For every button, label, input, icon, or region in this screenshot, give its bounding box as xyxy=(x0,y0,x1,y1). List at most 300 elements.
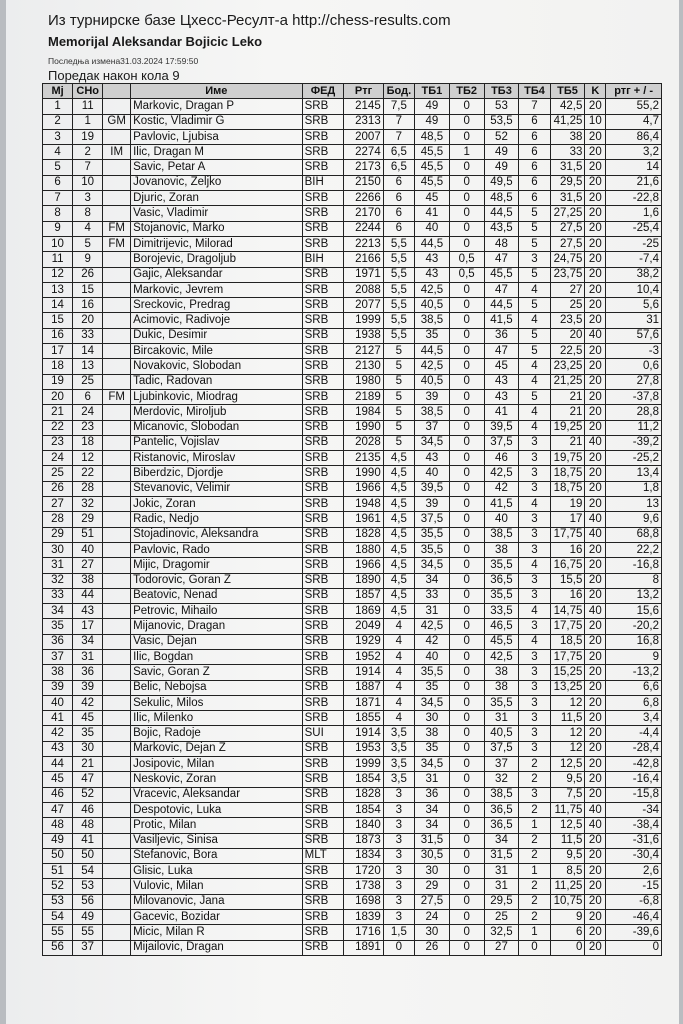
cell-rating: 1966 xyxy=(344,558,383,573)
cell-tb3: 36 xyxy=(484,328,519,343)
cell-tb5: 27,5 xyxy=(550,236,585,251)
cell-title xyxy=(103,497,131,512)
cell-tb2: 0 xyxy=(449,298,484,313)
cell-tb5: 11,25 xyxy=(550,879,585,894)
cell-tb3: 42,5 xyxy=(484,649,519,664)
cell-rating: 1854 xyxy=(344,802,383,817)
cell-rank: 11 xyxy=(43,252,73,267)
cell-tb5: 23,75 xyxy=(550,267,585,282)
cell-points: 5 xyxy=(383,344,414,359)
table-row xyxy=(43,129,662,144)
cell-k-factor: 20 xyxy=(585,757,606,772)
cell-tb5: 13,25 xyxy=(550,680,585,695)
cell-k-factor: 20 xyxy=(585,466,606,481)
cell-k-factor: 20 xyxy=(585,894,606,909)
cell-points: 3 xyxy=(383,787,414,802)
cell-tb1: 35,5 xyxy=(415,542,450,557)
cell-tb4: 4 xyxy=(519,420,550,435)
cell-rating: 1828 xyxy=(344,527,383,542)
cell-rating: 1738 xyxy=(344,879,383,894)
cell-title xyxy=(103,879,131,894)
cell-rating: 1854 xyxy=(344,772,383,787)
cell-federation: SRB xyxy=(302,359,344,374)
table-row xyxy=(43,313,662,328)
cell-k-factor: 40 xyxy=(585,802,606,817)
cell-tb1: 42,5 xyxy=(415,359,450,374)
cell-tb2: 0 xyxy=(449,466,484,481)
cell-tb1: 34 xyxy=(415,802,450,817)
cell-tb3: 45 xyxy=(484,359,519,374)
cell-federation: SRB xyxy=(302,512,344,527)
table-row xyxy=(43,634,662,649)
cell-tb2: 0 xyxy=(449,129,484,144)
cell-name: Vasiljevic, Sinisa xyxy=(131,833,303,848)
cell-points: 6,5 xyxy=(383,145,414,160)
cell-tb1: 33 xyxy=(415,588,450,603)
cell-start-no: 13 xyxy=(73,359,103,374)
cell-name: Jokic, Zoran xyxy=(131,497,303,512)
cell-rating: 1871 xyxy=(344,695,383,710)
cell-title xyxy=(103,206,131,221)
cell-tb2: 0 xyxy=(449,802,484,817)
cell-start-no: 43 xyxy=(73,604,103,619)
cell-tb2: 0 xyxy=(449,619,484,634)
cell-tb1: 48,5 xyxy=(415,129,450,144)
cell-start-no: 54 xyxy=(73,864,103,879)
cell-start-no: 36 xyxy=(73,665,103,680)
cell-tb4: 4 xyxy=(519,282,550,297)
cell-points: 5 xyxy=(383,359,414,374)
cell-rating-change: 38,2 xyxy=(606,267,662,282)
cell-points: 7,5 xyxy=(383,99,414,114)
cell-title xyxy=(103,359,131,374)
cell-title xyxy=(103,420,131,435)
cell-start-no: 37 xyxy=(73,940,103,955)
cell-rank: 33 xyxy=(43,588,73,603)
cell-tb5: 21 xyxy=(550,435,585,450)
cell-rating: 1840 xyxy=(344,818,383,833)
cell-rating-change: -13,2 xyxy=(606,665,662,680)
cell-title xyxy=(103,466,131,481)
cell-rating: 1720 xyxy=(344,864,383,879)
cell-points: 3 xyxy=(383,802,414,817)
cell-start-no: 22 xyxy=(73,466,103,481)
cell-tb2: 0 xyxy=(449,99,484,114)
table-row xyxy=(43,940,662,955)
cell-name: Protic, Milan xyxy=(131,818,303,833)
cell-tb3: 31,5 xyxy=(484,848,519,863)
cell-k-factor: 20 xyxy=(585,910,606,925)
cell-tb3: 40,5 xyxy=(484,726,519,741)
cell-title xyxy=(103,695,131,710)
cell-tb5: 12 xyxy=(550,695,585,710)
cell-tb2: 0 xyxy=(449,313,484,328)
cell-tb1: 24 xyxy=(415,910,450,925)
cell-rank: 29 xyxy=(43,527,73,542)
cell-tb3: 35,5 xyxy=(484,588,519,603)
table-row xyxy=(43,99,662,114)
cell-tb3: 38,5 xyxy=(484,787,519,802)
cell-name: Radic, Nedjo xyxy=(131,512,303,527)
cell-tb3: 49,5 xyxy=(484,175,519,190)
cell-name: Pantelic, Vojislav xyxy=(131,435,303,450)
cell-name: Pavlovic, Rado xyxy=(131,542,303,557)
cell-points: 4,5 xyxy=(383,451,414,466)
cell-name: Ristanovic, Miroslav xyxy=(131,451,303,466)
cell-rating: 2266 xyxy=(344,191,383,206)
cell-rank: 48 xyxy=(43,818,73,833)
table-row xyxy=(43,175,662,190)
cell-tb1: 40 xyxy=(415,221,450,236)
cell-rank: 1 xyxy=(43,99,73,114)
cell-rating: 1999 xyxy=(344,313,383,328)
cell-points: 4,5 xyxy=(383,558,414,573)
cell-tb4: 2 xyxy=(519,879,550,894)
cell-tb2: 0 xyxy=(449,925,484,940)
cell-tb1: 40 xyxy=(415,466,450,481)
cell-rating-change: -3 xyxy=(606,344,662,359)
cell-tb4: 2 xyxy=(519,833,550,848)
cell-tb2: 0 xyxy=(449,542,484,557)
cell-rating: 2135 xyxy=(344,451,383,466)
cell-federation: SRB xyxy=(302,925,344,940)
cell-name: Josipovic, Milan xyxy=(131,757,303,772)
cell-points: 4,5 xyxy=(383,512,414,527)
cell-start-no: 53 xyxy=(73,879,103,894)
cell-name: Markovic, Jevrem xyxy=(131,282,303,297)
cell-title xyxy=(103,848,131,863)
cell-rank: 5 xyxy=(43,160,73,175)
cell-tb1: 31,5 xyxy=(415,833,450,848)
table-row xyxy=(43,894,662,909)
cell-k-factor: 20 xyxy=(585,298,606,313)
cell-tb4: 3 xyxy=(519,435,550,450)
cell-rating: 2274 xyxy=(344,145,383,160)
cell-tb3: 31 xyxy=(484,864,519,879)
cell-rating: 2173 xyxy=(344,160,383,175)
cell-start-no: 42 xyxy=(73,695,103,710)
cell-title xyxy=(103,787,131,802)
cell-tb1: 43 xyxy=(415,267,450,282)
cell-points: 5 xyxy=(383,405,414,420)
cell-tb2: 0 xyxy=(449,604,484,619)
cell-tb4: 1 xyxy=(519,925,550,940)
cell-points: 5,5 xyxy=(383,236,414,251)
cell-rating-change: -39,6 xyxy=(606,925,662,940)
cell-tb1: 42 xyxy=(415,634,450,649)
cell-tb2: 0 xyxy=(449,435,484,450)
cell-title xyxy=(103,282,131,297)
cell-tb5: 9,5 xyxy=(550,848,585,863)
cell-tb4: 6 xyxy=(519,145,550,160)
cell-tb4: 6 xyxy=(519,114,550,129)
cell-rating-change: 6,6 xyxy=(606,680,662,695)
cell-rating: 2130 xyxy=(344,359,383,374)
cell-rank: 7 xyxy=(43,191,73,206)
cell-tb2: 0 xyxy=(449,940,484,955)
cell-tb1: 40,5 xyxy=(415,374,450,389)
cell-rank: 20 xyxy=(43,389,73,404)
cell-tb5: 12,5 xyxy=(550,818,585,833)
cell-rating-change: -16,8 xyxy=(606,558,662,573)
cell-tb5: 31,5 xyxy=(550,160,585,175)
cell-name: Kostic, Vladimir G xyxy=(131,114,303,129)
cell-tb1: 35 xyxy=(415,328,450,343)
cell-rating: 1952 xyxy=(344,649,383,664)
cell-start-no: 11 xyxy=(73,99,103,114)
cell-k-factor: 20 xyxy=(585,665,606,680)
cell-name: Mijic, Dragomir xyxy=(131,558,303,573)
table-row xyxy=(43,435,662,450)
cell-tb2: 0 xyxy=(449,879,484,894)
cell-start-no: 44 xyxy=(73,588,103,603)
cell-rank: 6 xyxy=(43,175,73,190)
cell-rating-change: 6,8 xyxy=(606,695,662,710)
cell-tb4: 4 xyxy=(519,558,550,573)
cell-points: 3 xyxy=(383,910,414,925)
cell-tb2: 0 xyxy=(449,787,484,802)
cell-rating-change: -30,4 xyxy=(606,848,662,863)
cell-k-factor: 20 xyxy=(585,359,606,374)
cell-rank: 51 xyxy=(43,864,73,879)
cell-tb4: 5 xyxy=(519,328,550,343)
cell-federation: SRB xyxy=(302,282,344,297)
cell-rating-change: 8 xyxy=(606,573,662,588)
table-row xyxy=(43,527,662,542)
table-row xyxy=(43,542,662,557)
cell-start-no: 18 xyxy=(73,435,103,450)
table-row xyxy=(43,573,662,588)
cell-tb2: 0 xyxy=(449,711,484,726)
col-header-tb3: ТБ3 xyxy=(484,84,519,99)
cell-tb3: 37,5 xyxy=(484,435,519,450)
cell-k-factor: 40 xyxy=(585,527,606,542)
cell-rating: 1966 xyxy=(344,481,383,496)
cell-tb2: 0 xyxy=(449,282,484,297)
cell-name: Beatovic, Nenad xyxy=(131,588,303,603)
cell-title xyxy=(103,405,131,420)
table-row xyxy=(43,451,662,466)
cell-tb1: 43 xyxy=(415,451,450,466)
cell-start-no: 55 xyxy=(73,925,103,940)
cell-tb3: 37,5 xyxy=(484,741,519,756)
cell-rating: 1834 xyxy=(344,848,383,863)
cell-tb2: 0 xyxy=(449,328,484,343)
cell-rank: 52 xyxy=(43,879,73,894)
cell-title xyxy=(103,191,131,206)
cell-rating: 1716 xyxy=(344,925,383,940)
table-row xyxy=(43,726,662,741)
cell-federation: SRB xyxy=(302,711,344,726)
cell-rank: 36 xyxy=(43,634,73,649)
col-header-rating: Ртг xyxy=(344,84,383,99)
cell-tb4: 3 xyxy=(519,649,550,664)
cell-federation: SRB xyxy=(302,695,344,710)
table-row xyxy=(43,604,662,619)
cell-tb1: 39 xyxy=(415,389,450,404)
cell-tb5: 21 xyxy=(550,389,585,404)
cell-tb5: 16,75 xyxy=(550,558,585,573)
cell-rating-change: 10,4 xyxy=(606,282,662,297)
cell-k-factor: 40 xyxy=(585,328,606,343)
cell-tb4: 1 xyxy=(519,864,550,879)
cell-tb2: 1 xyxy=(449,145,484,160)
cell-title xyxy=(103,711,131,726)
cell-federation: SRB xyxy=(302,466,344,481)
cell-tb4: 1 xyxy=(519,818,550,833)
cell-federation: SRB xyxy=(302,894,344,909)
cell-start-no: 46 xyxy=(73,802,103,817)
cell-tb1: 49 xyxy=(415,99,450,114)
cell-title xyxy=(103,435,131,450)
cell-title xyxy=(103,328,131,343)
cell-tb3: 53,5 xyxy=(484,114,519,129)
cell-k-factor: 20 xyxy=(585,236,606,251)
cell-title xyxy=(103,374,131,389)
table-row xyxy=(43,818,662,833)
cell-title xyxy=(103,451,131,466)
cell-rank: 15 xyxy=(43,313,73,328)
cell-federation: SRB xyxy=(302,879,344,894)
cell-tb1: 34,5 xyxy=(415,757,450,772)
table-row xyxy=(43,802,662,817)
cell-federation: SRB xyxy=(302,298,344,313)
cell-tb1: 44,5 xyxy=(415,236,450,251)
cell-tb4: 3 xyxy=(519,573,550,588)
cell-rating-change: 13,2 xyxy=(606,588,662,603)
cell-federation: SRB xyxy=(302,634,344,649)
cell-tb2: 0 xyxy=(449,451,484,466)
cell-tb1: 34 xyxy=(415,573,450,588)
table-row xyxy=(43,910,662,925)
cell-rating-change: 0 xyxy=(606,940,662,955)
cell-rating: 2088 xyxy=(344,282,383,297)
cell-rank: 42 xyxy=(43,726,73,741)
cell-start-no: 17 xyxy=(73,619,103,634)
cell-rating-change: 1,6 xyxy=(606,206,662,221)
cell-tb2: 0 xyxy=(449,695,484,710)
cell-title: FM xyxy=(103,221,131,236)
cell-k-factor: 20 xyxy=(585,711,606,726)
cell-start-no: 21 xyxy=(73,757,103,772)
cell-tb3: 38,5 xyxy=(484,527,519,542)
col-header-name: Име xyxy=(131,84,303,99)
cell-tb5: 8,5 xyxy=(550,864,585,879)
cell-k-factor: 20 xyxy=(585,879,606,894)
cell-tb4: 2 xyxy=(519,894,550,909)
cell-federation: SRB xyxy=(302,313,344,328)
cell-k-factor: 20 xyxy=(585,389,606,404)
cell-tb1: 39 xyxy=(415,497,450,512)
cell-rank: 26 xyxy=(43,481,73,496)
cell-points: 6 xyxy=(383,221,414,236)
cell-name: Stefanovic, Bora xyxy=(131,848,303,863)
cell-name: Savic, Goran Z xyxy=(131,665,303,680)
cell-title xyxy=(103,558,131,573)
cell-tb2: 0 xyxy=(449,497,484,512)
cell-tb5: 9 xyxy=(550,910,585,925)
cell-points: 5 xyxy=(383,420,414,435)
cell-title xyxy=(103,313,131,328)
cell-federation: SRB xyxy=(302,328,344,343)
cell-federation: SRB xyxy=(302,741,344,756)
cell-k-factor: 20 xyxy=(585,680,606,695)
cell-rating-change: -28,4 xyxy=(606,741,662,756)
cell-tb3: 27 xyxy=(484,940,519,955)
cell-name: Belic, Nebojsa xyxy=(131,680,303,695)
cell-rating: 2189 xyxy=(344,389,383,404)
cell-tb4: 3 xyxy=(519,665,550,680)
cell-tb3: 35,5 xyxy=(484,695,519,710)
cell-name: Stojanovic, Marko xyxy=(131,221,303,236)
cell-tb4: 3 xyxy=(519,726,550,741)
table-row xyxy=(43,757,662,772)
cell-tb3: 38 xyxy=(484,665,519,680)
table-row xyxy=(43,191,662,206)
cell-points: 4,5 xyxy=(383,497,414,512)
cell-rating-change: -42,8 xyxy=(606,757,662,772)
cell-points: 3,5 xyxy=(383,726,414,741)
col-header-title xyxy=(103,84,131,99)
cell-points: 3 xyxy=(383,894,414,909)
cell-tb2: 0 xyxy=(449,420,484,435)
cell-name: Vracevic, Aleksandar xyxy=(131,787,303,802)
cell-start-no: 2 xyxy=(73,145,103,160)
cell-tb2: 0 xyxy=(449,558,484,573)
cell-federation: SRB xyxy=(302,344,344,359)
cell-title xyxy=(103,665,131,680)
cell-title xyxy=(103,129,131,144)
cell-rating: 1980 xyxy=(344,374,383,389)
cell-rating: 1938 xyxy=(344,328,383,343)
cell-name: Sekulic, Milos xyxy=(131,695,303,710)
table-row xyxy=(43,328,662,343)
cell-start-no: 40 xyxy=(73,542,103,557)
cell-name: Despotovic, Luka xyxy=(131,802,303,817)
cell-tb4: 6 xyxy=(519,160,550,175)
cell-tb5: 41,25 xyxy=(550,114,585,129)
standings-table xyxy=(42,83,662,956)
cell-federation: SUI xyxy=(302,726,344,741)
cell-tb5: 12 xyxy=(550,741,585,756)
cell-name: Dukic, Desimir xyxy=(131,328,303,343)
cell-rating-change: 55,2 xyxy=(606,99,662,114)
cell-rank: 12 xyxy=(43,267,73,282)
cell-tb3: 38 xyxy=(484,680,519,695)
cell-start-no: 31 xyxy=(73,649,103,664)
cell-tb4: 2 xyxy=(519,910,550,925)
cell-tb5: 19 xyxy=(550,497,585,512)
cell-points: 4,5 xyxy=(383,573,414,588)
cell-start-no: 8 xyxy=(73,206,103,221)
cell-title xyxy=(103,542,131,557)
cell-start-no: 26 xyxy=(73,267,103,282)
cell-federation: MLT xyxy=(302,848,344,863)
cell-start-no: 6 xyxy=(73,389,103,404)
cell-points: 5,5 xyxy=(383,282,414,297)
cell-rank: 38 xyxy=(43,665,73,680)
cell-k-factor: 20 xyxy=(585,344,606,359)
cell-federation: SRB xyxy=(302,573,344,588)
cell-tb1: 30 xyxy=(415,711,450,726)
cell-tb4: 5 xyxy=(519,344,550,359)
cell-rating-change: 1,8 xyxy=(606,481,662,496)
cell-k-factor: 20 xyxy=(585,787,606,802)
cell-tb1: 38,5 xyxy=(415,405,450,420)
cell-start-no: 1 xyxy=(73,114,103,129)
cell-points: 3 xyxy=(383,848,414,863)
cell-points: 4 xyxy=(383,649,414,664)
